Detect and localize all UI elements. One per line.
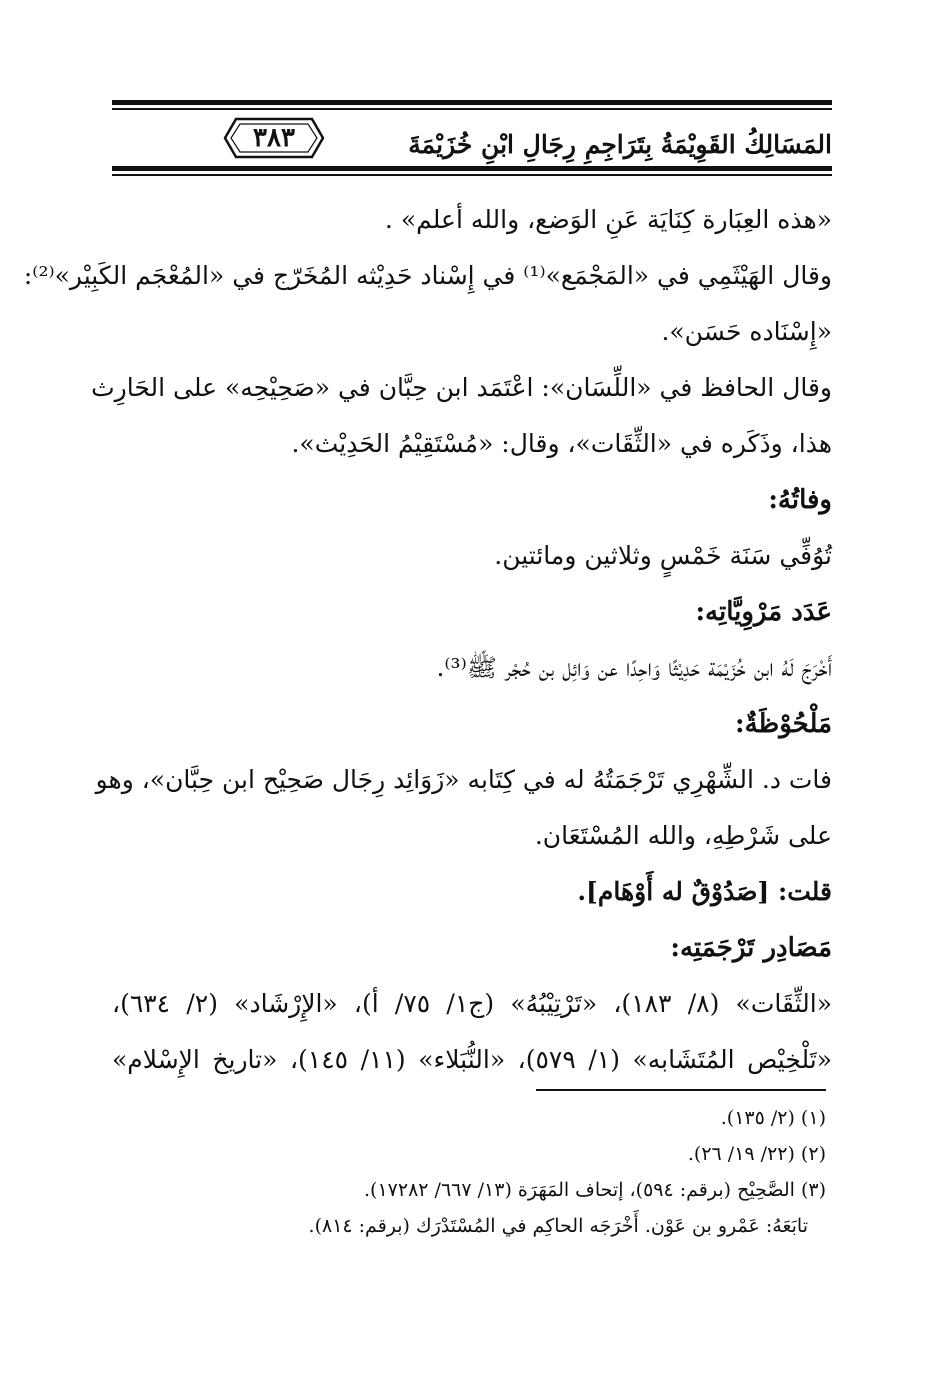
text-line: وقال الحافظ في «اللِّسَان»: اعْتَمَد ابن حِبَّان في «صَحِيْحِه» على الحَارِث: [91, 373, 832, 402]
page-number-frame: [222, 116, 326, 160]
header-rule-top-thin: [112, 108, 832, 110]
header-rule-bottom-thick: [112, 166, 832, 171]
header-rule-bottom-thin: [112, 174, 832, 176]
footnote-3: (٣) الصَّحِيْح (برقم: ٥٩٤)، إتحاف المَهَرَة (١٣/ ٦٦٧/ ١٧٢٨٢).: [364, 1179, 826, 1201]
main-text: [23, 192, 833, 1088]
footnote-1: (١) (٢/ ١٣٥).: [720, 1107, 826, 1129]
footnote-separator: [536, 1089, 826, 1091]
section-heading-death: وفاتُهُ:: [768, 485, 832, 515]
section-heading-sources: مَصَادِر تَرْجَمَتِه:: [670, 933, 832, 963]
text-line: أَخْرَجَ لَهُ ابن خُزَيْمَة حَدِيْثًا وَاحِدًا عن وَائِل بن حُجْر ﷺ⁽³⁾.: [436, 653, 832, 682]
text-line: هذا، وذَكَره في «الثِّقَات»، وقال: «مُسْتَقِيْمُ الحَدِيْث».: [291, 429, 832, 458]
text-line: «إِسْنَاده حَسَن».: [661, 317, 832, 346]
running-title: المَسَالِكُ القَوِيْمَةُ بِتَرَاجِمِ رِجَالِ ابْنِ خُزَيْمَةَ: [408, 130, 832, 159]
footnotes: [126, 1100, 826, 1244]
verdict-label: قلت:: [777, 877, 832, 906]
verdict-text: [صَدُوْقٌ له أَوْهَام].: [577, 877, 770, 906]
text-line: وقال الهَيْثَمِي في «المَجْمَع»⁽¹⁾ في إِسْناد حَدِيْثه المُخَرّج في «المُعْجَم الكَبِيْر»⁽²⁾:: [23, 261, 832, 290]
header-rule-top-thick: [112, 100, 832, 105]
footnote-3-continuation: تابَعَهُ: عَمْرو بن عَوْن. أَخْرَجَه الحاكِم في المُسْتَدْرَك (برقم: ٨١٤).: [308, 1215, 808, 1237]
verdict-line: [112, 864, 832, 920]
section-heading-note: مَلْحُوْظَةٌ:: [735, 709, 832, 739]
page-number: ٣٨٣: [253, 123, 295, 153]
text-line: «تَلْخِيْص المُتَشَابه» (١/ ٥٧٩)، «النُّبَلاء» (١١/ ١٤٥)، «تاريخ الإِسْلام»: [112, 1045, 832, 1074]
section-heading-narrations-count: عَدَد مَرْوِيَّاتِه:: [695, 597, 832, 627]
text-line: «الثِّقَات» (٨/ ١٨٣)، «تَرْتِيْبُهُ» (ج١/ ٧٥/ أ)، «الإِرْشَاد» (٢/ ٦٣٤)،: [112, 989, 833, 1018]
text-line: على شَرْطِهِ، والله المُسْتَعَان.: [534, 821, 832, 850]
text-line: تُوُفِّي سَنَة خَمْسٍ وثلاثين ومائتين.: [494, 541, 832, 570]
footnote-2: (٢) (٢٢/ ١٩/ ٢٦).: [687, 1143, 826, 1165]
text-line: «هذه العِبَارة كِنَايَة عَنِ الوَضع، والله أعلم» .: [384, 205, 832, 234]
text-line: فات د. الشِّهْرِي تَرْجَمَتُهُ له في كِتَابه «زَوَائِد رِجَال صَحِيْح ابن حِبَّان»، وهو: [95, 765, 832, 794]
